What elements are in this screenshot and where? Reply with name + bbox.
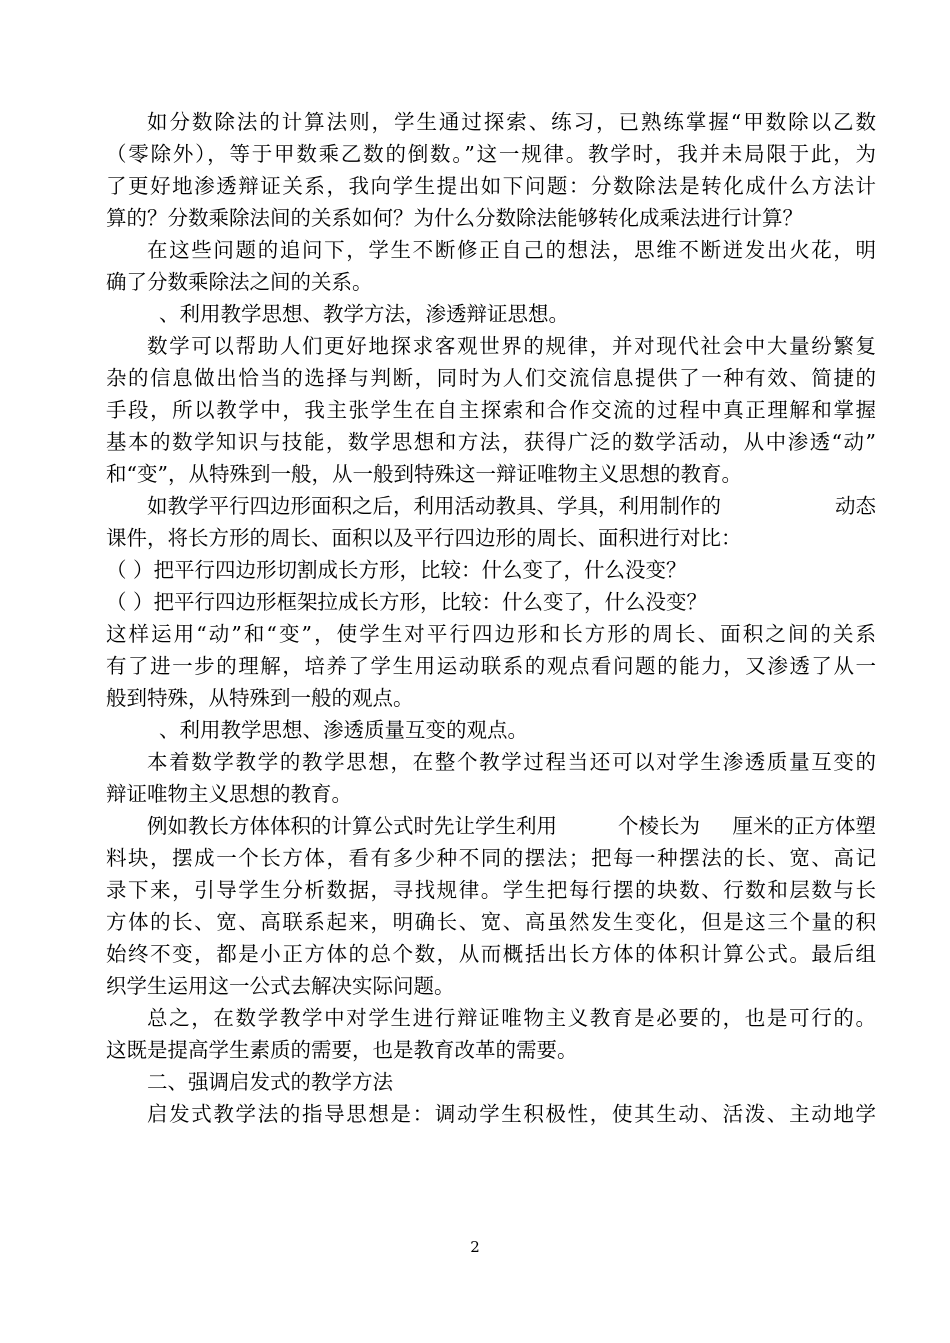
paragraph-line: 和“变”，从特殊到一般，从一般到特殊这一辩证唯物主义思想的教育。 <box>106 462 742 486</box>
paragraph-line: 有了进一步的理解，培养了学生用运动联系的观点看问题的能力，又渗透了从一 <box>106 654 876 678</box>
paragraph-line: 这样运用“动”和“变”，使学生对平行四边形和长方形的周长、面积之间的关系 <box>106 622 876 646</box>
list-item: （ ）把平行四边形框架拉成长方形，比较：什么变了，什么没变？ <box>106 590 708 614</box>
document-body <box>106 106 876 1130</box>
section-heading: 、利用教学思想、教学方法，渗透辩证思想。 <box>159 302 569 326</box>
paragraph-line: 这既是提高学生素质的需要，也是教育改革的需要。 <box>106 1038 578 1062</box>
paragraph-line: 杂的信息做出恰当的选择与判断，同时为人们交流信息提供了一种有效、简捷的 <box>106 366 876 390</box>
section-heading: 、利用教学思想、渗透质量互变的观点。 <box>159 718 528 742</box>
paragraph-line: 如分数除法的计算法则，学生通过探索、练习，已熟练掌握“甲数除以乙数 <box>147 110 876 134</box>
section-heading: 二、强调启发式的教学方法 <box>147 1070 393 1094</box>
paragraph-line: 辩证唯物主义思想的教育。 <box>106 782 352 806</box>
paragraph-line: 确了分数乘除法之间的关系。 <box>106 270 373 294</box>
paragraph-line: 基本的数学知识与技能，数学思想和方法，获得广泛的数学活动，从中渗透“动” <box>106 430 876 454</box>
paragraph-line: 录下来，引导学生分析数据，寻找规律。学生把每行摆的块数、行数和层数与长 <box>106 878 876 902</box>
line-text-right: 动态 <box>835 494 876 518</box>
paragraph-line: 算的？分数乘除法间的关系如何？为什么分数除法能够转化成乘法进行计算？ <box>106 206 803 230</box>
line-text-right: 厘米的正方体塑 <box>732 814 876 838</box>
paragraph-line: 织学生运用这一公式去解决实际问题。 <box>106 974 455 998</box>
paragraph-line: 总之，在数学教学中对学生进行辩证唯物主义教育是必要的，也是可行的。 <box>147 1006 876 1030</box>
page-number: 2 <box>470 1238 480 1256</box>
line-text-mid: 个棱长为 <box>618 814 700 838</box>
paragraph-line <box>106 490 876 522</box>
line-text: 例如教长方体体积的计算公式时先让学生利用 <box>147 814 557 838</box>
paragraph-line: 方体的长、宽、高联系起来，明确长、宽、高虽然发生变化，但是这三个量的积 <box>106 910 876 934</box>
paragraph-line: 课件，将长方形的周长、面积以及平行四边形的周长、面积进行对比： <box>106 526 742 550</box>
paragraph-line: 本着数学教学的教学思想，在整个教学过程当还可以对学生渗透质量互变的 <box>147 750 876 774</box>
paragraph-line: 数学可以帮助人们更好地探求客观世界的规律，并对现代社会中大量纷繁复 <box>147 334 876 358</box>
paragraph-line: 般到特殊，从特殊到一般的观点。 <box>106 686 414 710</box>
paragraph-line: 了更好地渗透辩证关系，我向学生提出如下问题：分数除法是转化成什么方法计 <box>106 174 876 198</box>
list-item: （ ）把平行四边形切割成长方形，比较：什么变了，什么没变？ <box>106 558 687 582</box>
line-text: 如教学平行四边形面积之后，利用活动教具、学具，利用制作的 <box>147 494 721 518</box>
paragraph-line: 料块，摆成一个长方体，看有多少种不同的摆法；把每一种摆法的长、宽、高记 <box>106 846 876 870</box>
paragraph-line: 在这些问题的追问下，学生不断修正自己的想法，思维不断迸发出火花，明 <box>147 238 876 262</box>
paragraph-line: （零除外），等于甲数乘乙数的倒数。”这一规律。教学时，我并未局限于此，为 <box>106 142 876 166</box>
paragraph-line: 始终不变，都是小正方体的总个数，从而概括出长方体的体积计算公式。最后组 <box>106 942 876 966</box>
paragraph-line: 启发式教学法的指导思想是：调动学生积极性，使其生动、活泼、主动地学 <box>147 1102 876 1126</box>
paragraph-line <box>106 810 876 842</box>
paragraph-line: 手段，所以教学中，我主张学生在自主探索和合作交流的过程中真正理解和掌握 <box>106 398 876 422</box>
